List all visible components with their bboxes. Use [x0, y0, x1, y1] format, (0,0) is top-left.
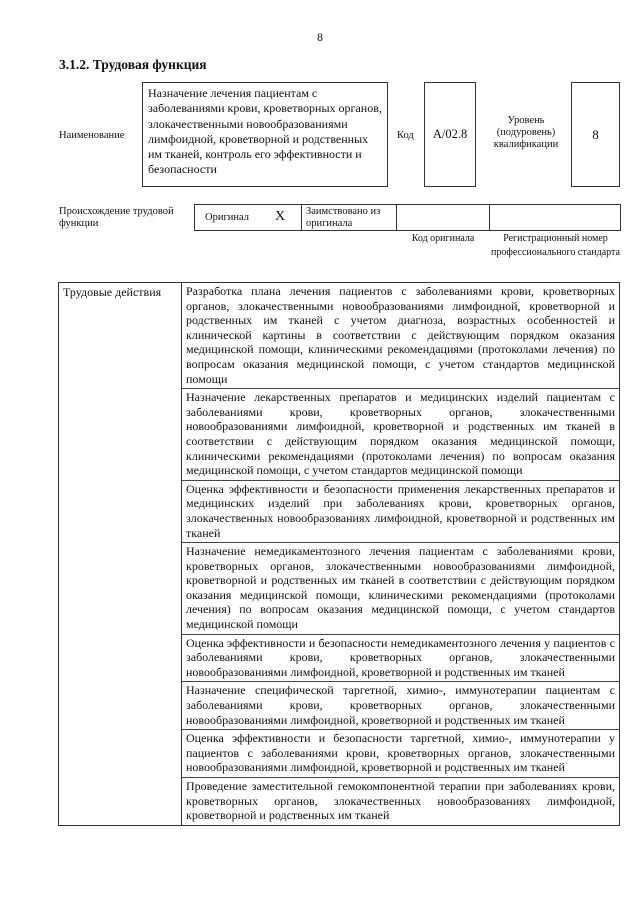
list-item: Назначение специфической таргетной, химио-, иммунотерапии пациентам с заболеваниями крови, кроветворных органов, злокачественными новообразованиями лимфоидной, кроветворной и родственных им тканей	[182, 682, 619, 730]
qualification-level: 8	[571, 82, 620, 187]
list-item: Оценка эффективности и безопасности немедикаментозного лечения у пациентов с заболеваниями крови, кроветворных органов, злокачественными новообразованиями лимфоидной, кроветворной и родственных им тканей	[182, 635, 619, 683]
original-code-cell	[396, 204, 490, 231]
list-item: Разработка плана лечения пациентов с заболеваниями крови, кроветворных органов, злокачественными новообразованиями лимфоидной, кроветворной и родственных им тканей с учетом диагноза, возрастных особенностей и клинической картины в соответствии с действующим порядком оказания медицинской помощи, клиническими рекомендациями (протоколами лечения) по вопросам оказания медицинской помощи, с учетом стандартов медицинской помощи	[182, 283, 619, 389]
page-number: 8	[317, 30, 323, 44]
function-name: Назначение лечения пациентам с заболеваниями крови, кроветворных органов, злокачественными новообразованиями лимфоидной, кроветворной и родственных им тканей, контроль его эффективности и безопасности	[142, 82, 388, 187]
list-item: Проведение заместительной гемокомпонентной терапии при заболеваниях крови, кроветворных органов, злокачественных новообразованиях лимфоидной, кроветворной и родственных им тканей	[186, 779, 615, 823]
original-cell	[194, 204, 302, 231]
list-item: Оценка эффективности и безопасности применения лекарственных препаратов и медицинских изделий при заболеваниях крови, кроветворных органов, злокачественных новообразованиях лимфоидной, кроветворной и родственных им тканей	[182, 481, 619, 543]
name-label: Наименование	[59, 130, 125, 141]
origin-row	[194, 204, 621, 231]
section-title: 3.1.2. Трудовая функция	[59, 57, 207, 72]
reg-number-cell	[489, 204, 621, 231]
function-code: A/02.8	[424, 82, 476, 187]
table-row	[59, 283, 620, 826]
reg-number-note: Регистрационный номер профессионального стандарта	[491, 233, 620, 258]
labor-actions-list	[182, 283, 620, 826]
borrowed-label: Заимствовано из оригинала	[306, 206, 381, 229]
borrowed-cell	[301, 204, 397, 231]
code-label: Код	[397, 130, 414, 141]
list-item: Оценка эффективности и безопасности таргетной, химио-, иммунотерапии у пациентов с заболеваниями крови, кроветворных органов, злокачественными новообразованиями лимфоидной, кроветворной и родственных им тканей	[182, 730, 619, 778]
level-label: Уровень (подуровень) квалификации	[493, 115, 559, 150]
list-item: Назначение немедикаментозного лечения пациентам с заболеваниями крови, кроветворных органов, злокачественными новообразованиями лимфоидной, кроветворной и родственных им тканей в соответствии с действующим порядком оказания медицинской помощи, клиническими рекомендациями (протоколами лечения) по вопросам оказания медицинской помощи, с учетом стандартов медицинской помощи	[182, 543, 619, 635]
original-mark: X	[275, 209, 286, 224]
origin-label: Происхождение трудовой функции	[59, 206, 174, 229]
list-item: Назначение лекарственных препаратов и медицинских изделий пациентам с заболеваниями крови, кроветворных органов, злокачественными новообразованиями лимфоидной, кроветворной и родственных им тканей в соответствии с действующим порядком оказания медицинской помощи, клиническими рекомендациями (протоколами лечения) по вопросам оказания медицинской помощи, с учетом стандартов медицинской помощи	[182, 389, 619, 481]
labor-actions-header: Трудовые действия	[59, 283, 182, 826]
original-label: Оригинал	[205, 212, 249, 223]
original-code-note: Код оригинала	[411, 233, 475, 244]
labor-actions-table	[58, 282, 620, 826]
